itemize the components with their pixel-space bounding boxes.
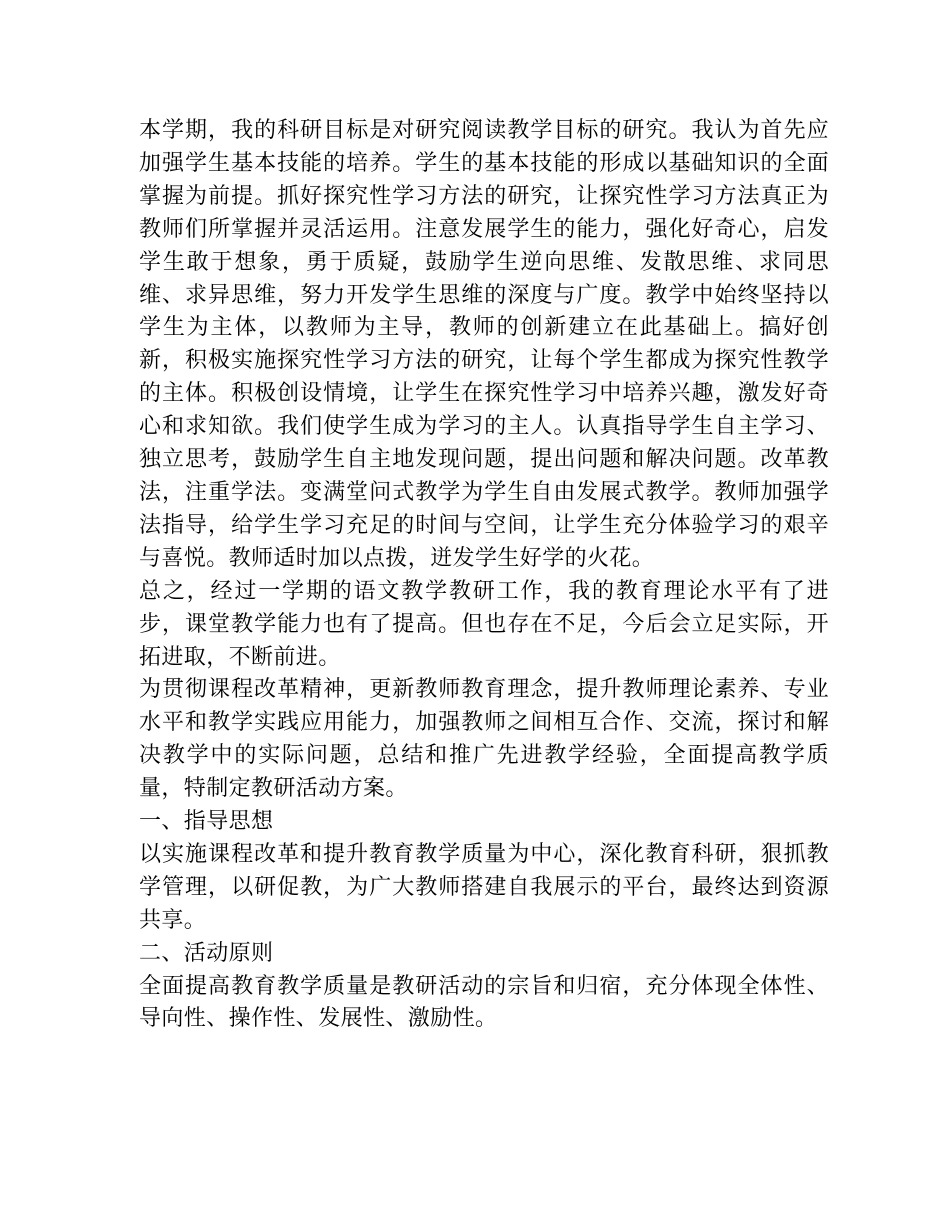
paragraph-plan-intro: 为贯彻课程改革精神，更新教师教育理念，提升教师理论素养、专业水平和教学实践应用能力，加强教师之间相互合作、交流，探讨和解决教学中的实际问题，总结和推广先进教学经验，全面提高教学质量，特制定教研活动方案。 (139, 677, 829, 802)
heading-guiding-ideology: 一、指导思想 (139, 809, 274, 835)
paragraph-research-goals: 本学期，我的科研目标是对研究阅读教学目标的研究。我认为首先应加强学生基本技能的培养。学生的基本技能的形成以基础知识的全面掌握为前提。抓好探究性学习方法的研究，让探究性学习方法真正为教师们所掌握并灵活运用。注意发展学生的能力，强化好奇心，启发学生敢于想象，勇于质疑，鼓励学生逆向思维、发散思维、求同思维、求异思维，努力开发学生思维的深度与广度。教学中始终坚持以学生为主体，以教师为主导，教师的创新建立在此基础上。搞好创新，积极实施探究性学习方法的研究，让每个学生都成为探究性教学的主体。积极创设情境，让学生在探究性学习中培养兴趣，激发好奇心和求知欲。我们使学生成为学习的主人。认真指导学生自主学习、独立思考，鼓励学生自主地发现问题，提出问题和解决问题。改革教法，注重学法。变满堂问式教学为学生自由发展式教学。教师加强学法指导，给学生学习充足的时间与空间，让学生充分体验学习的艰辛与喜悦。教师适时加以点拨，迸发学生好学的火花。 (139, 118, 829, 571)
paragraph-summary: 总之，经过一学期的语文教学教研工作，我的教育理论水平有了进步，课堂教学能力也有了提高。但也存在不足，今后会立足实际，开拓进取，不断前进。 (139, 578, 829, 670)
heading-activity-principles: 二、活动原则 (139, 940, 274, 966)
document-page (139, 115, 829, 1036)
paragraph-guiding-ideology: 以实施课程改革和提升教育教学质量为中心，深化教育科研，狠抓教学管理，以研促教，为广大教师搭建自我展示的平台，最终达到资源共享。 (139, 841, 829, 933)
paragraph-activity-principles: 全面提高教育教学质量是教研活动的宗旨和归宿，充分体现全体性、导向性、操作性、发展性、激励性。 (139, 973, 829, 1032)
